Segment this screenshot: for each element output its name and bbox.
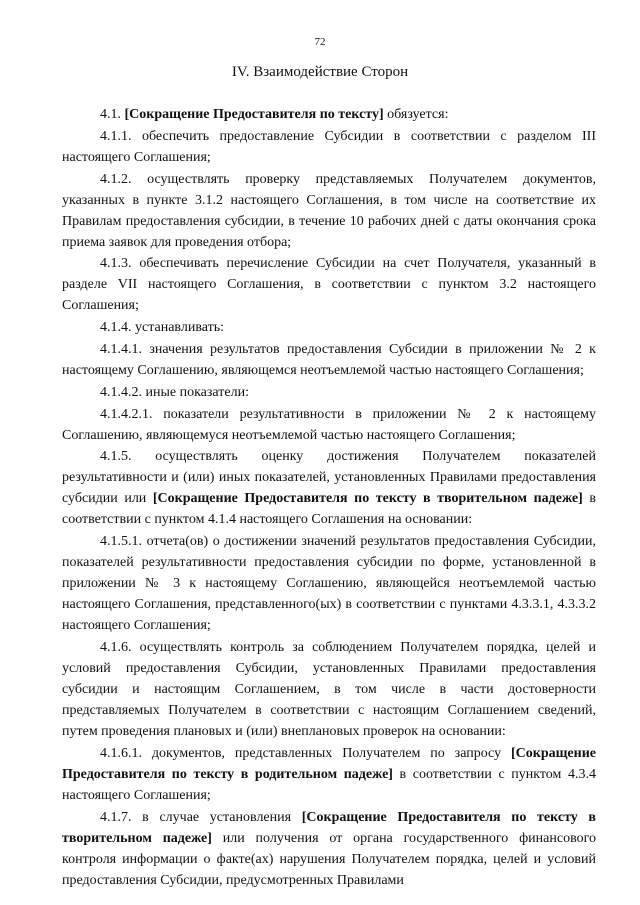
clause-paragraph	[62, 317, 596, 338]
section-title: IV. Взаимодействие Сторон	[231, 64, 409, 80]
clause-text: 4.1.7. в случае установления	[100, 809, 302, 825]
clause-paragraph	[62, 807, 596, 891]
clause-text: 4.1.4.2. иные показатели:	[100, 384, 249, 400]
clause-paragraph	[62, 531, 596, 636]
clause-paragraph	[62, 169, 596, 253]
clause-text: в соответствии с пунктом 4.3.4 настоящего Соглашения;	[62, 766, 596, 803]
clause-paragraph	[62, 339, 596, 381]
clause-paragraph	[62, 253, 596, 316]
clause-paragraph	[62, 382, 596, 403]
clause-text: в соответствии с пунктом 4.1.4 настоящего Соглашения на основании:	[62, 491, 596, 528]
clause-text: 4.1.	[100, 107, 125, 122]
clause-text: или получения от органа государственного финансового контроля информации о факте(ах) нарушения Получателем порядка, целей и условий предоставления Субсидии, предусмотренных Правилами	[62, 830, 596, 888]
clause-paragraph	[62, 743, 596, 806]
clause-text: 4.1.3. обеспечивать перечисление Субсидии на счет Получателя, указанный в разделе VII настоящего Соглашения, в соответствии с пунктом 3.2 настоящего Соглашения;	[62, 256, 596, 314]
clause-text: 4.1.4.1. значения результатов предоставления Субсидии в приложении № 2 к настоящему Соглашению, являющемся неотъемлемой частью настоящего Соглашения;	[62, 341, 596, 378]
clause-paragraph	[62, 404, 596, 446]
clause-text: 4.1.4.2.1. показатели результативности в приложении № 2 к настоящему Соглашению, являющемуся неотъемлемой частью настоящего Соглашения;	[62, 406, 596, 443]
clause-paragraph	[62, 126, 596, 168]
clause-bold-text: [Сокращение Предоставителя по тексту]	[124, 107, 384, 122]
clause-paragraph	[62, 104, 596, 125]
clause-bold-text: [Сокращение Предоставителя по тексту в творительном падеже]	[62, 809, 596, 846]
clause-bold-text: [Сокращение Предоставителя по тексту в творительном падеже]	[152, 491, 583, 507]
clause-bold-text: [Сокращение Предоставителя по тексту в родительном падеже]	[62, 745, 596, 782]
page-number: 72	[314, 36, 326, 48]
clause-paragraph	[62, 637, 596, 742]
clause-text: 4.1.4. устанавливать:	[100, 320, 224, 336]
clause-text: 4.1.6.1. документов, представленных Получателем по запросу	[100, 745, 511, 761]
clause-text: 4.1.1. обеспечить предоставление Субсидии в соответствии с разделом III настоящего Соглашения;	[62, 128, 596, 165]
document-body	[62, 104, 596, 891]
clause-text: 4.1.5.1. отчета(ов) о достижении значений результатов предоставления Субсидии, показателей результативности предоставления субсидии по форме, установленной в приложении № 3 к настоящему Соглашению, являющейся неотъемлемой частью настоящего Соглашения, представленного(ых) в соответствии с пунктами 4.3.3.1, 4.3.3.2 настоящего Соглашения;	[62, 534, 596, 634]
clause-text: 4.1.2. осуществлять проверку представляемых Получателем документов, указанных в пункте 3.1.2 настоящего Соглашения, в том числе на соответствие их Правилам предоставления субсидии, в течение 10 рабочих дней с даты окончания срока приема заявок для проведения отбора;	[62, 171, 596, 250]
clause-text: 4.1.6. осуществлять контроль за соблюдением Получателем порядка, целей и условий предоставления Субсидии, установленных Правилами предоставления субсидии и настоящим Соглашением, в том числе в части достоверности представляемых Получателем в соответствии с настоящим Соглашением сведений, путем проведения плановых и (или) внеплановых проверок на основании:	[62, 639, 596, 739]
clause-text: обязуется:	[383, 107, 449, 122]
clause-text: 4.1.5. осуществлять оценку достижения Получателем показателей результативности и (или) иных показателей, установленных Правилами предоставления субсидии или	[62, 449, 596, 507]
clause-paragraph	[62, 446, 596, 530]
